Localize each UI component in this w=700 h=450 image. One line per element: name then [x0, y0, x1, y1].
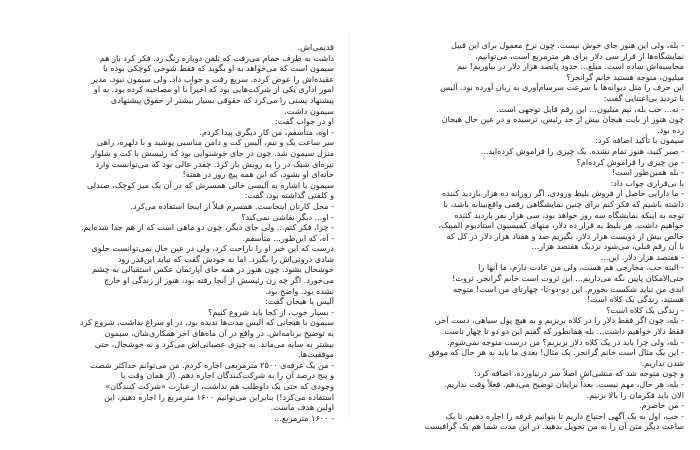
text-line: و چون متوجه شد که منشی‌اش اصلاً سر درنیاورده، اضافه کرد:	[474, 368, 684, 379]
text-line: و پنج درصد آن را به شرکت‌کنندگان اجاره دهم. (از همان وقت با	[120, 370, 334, 381]
text-line: داشت به طرف حمام می‌رفت که تلفن دوباره زنگ زد. فکر کرد باز هم	[99, 52, 334, 63]
text-line: خانه‌ای او بشود، که این همه پیچ روز در هفته!	[182, 169, 334, 180]
text-line: محاسبه‌اش ساده است. مبلغ... حدود پانصد هزار دلار در بیاوریم! نیم	[456, 61, 684, 72]
text-line: زده بود.	[657, 124, 684, 135]
text-line: - صبر کنید، هنوز تمام نشده. یک چیزی را فراموش کرده‌اید...	[480, 145, 684, 156]
text-line: - زندگی یک کلاه است؟	[606, 304, 684, 315]
text-line: خالص بیش از دویست هزار دلار. بگیریم صد و هفتاد هزار دلار در کل که	[446, 230, 684, 241]
text-line: شادی درونی‌اش را بگیرد. اما نه خودش گفت که نباید این‌قدر زود	[117, 253, 334, 264]
left-page	[16, 42, 334, 423]
text-line: قدیمی‌اش.	[297, 42, 334, 52]
text-line: - من چیزی را فراموش کرده‌ام؟	[576, 156, 684, 167]
text-line: - چرا، فکر کنم... ولی جای دیگر، چون دو ماهی است که از هم جدا شده‌ایم.	[80, 222, 334, 233]
text-line: - آه، که این‌طور... متأسفم.	[242, 232, 334, 243]
text-line: استفاده می‌کرد!) بنابراین می‌توانیم ۱۶۰۰ مترمربع را اجاره دهیم، این	[104, 391, 334, 402]
text-line: پیشنهاد پستی را می‌کرد که حقوقی بسیار بیشتر از حقوق پیشنهادی	[110, 94, 334, 105]
text-line: میلیون، متوجه هستید خانم گرانجر؟	[566, 71, 684, 82]
text-line: - اوه، متأسفم، من کار دیگری پیدا کردم.	[199, 126, 334, 137]
text-line: بیشتر به سایه می‌ماند. به چیزی عصبانی‌اش می‌کرد و نه خوشحال، حتی	[94, 338, 334, 349]
text-line: سیمون داشت.	[284, 105, 334, 116]
text-line: توجه به اینکه نمایشگاه سه روز خواهد بود، سی هزار نفر بازدید کننده	[454, 209, 684, 220]
text-line: سر ساعت یک و نیم، آلیس کت و دامن مناسبی پوشید و با دلهره، راهی	[97, 137, 334, 148]
text-line: - هفتصد هزار دلار. این...	[600, 251, 684, 262]
text-line: داشته باشیم که فکر کنم برای چنین نمایشگاهی رقمی واقع‌بینانه باشد، با	[443, 198, 684, 209]
text-line: - من یک غرفه‌ی ۲۵۰۰ مترمربعی اجاره کردم. من می‌توانم حداکثر شصت	[89, 359, 334, 370]
text-line: هستید، زندگی یک کلاه است!	[586, 294, 684, 305]
text-line: - نه... حب بله، نیم میلیون... این رقم قابل توجهی است.	[496, 103, 684, 114]
text-line: ابدی من نباید شکست بخورم. این دو-دو-تا- چهارتای من است! متوجه	[453, 283, 684, 294]
text-line: ساعت دیگر متن آن را به من تحویل بدهید. در این مدت شما هم یک گرافیست	[424, 421, 684, 432]
text-line: سیمون است که می‌خواهد به او بگوید که فقط شوخی کوچکی بوده یا	[102, 63, 334, 74]
page-gutter	[349, 30, 350, 420]
text-line: امور اداری یکی از شرکت‌هایی بود که اخیراً با او مصاحبه کرده بود. به او	[93, 84, 334, 95]
text-line: الان باید فکرمان را بالا بزنیم.	[586, 389, 684, 400]
text-line: - ۱۶۰۰ مترمربع...	[274, 412, 334, 423]
text-line: خواهیم داشت. هر بلیط به قرار ده دلار، منهای کمیسیون استادیوم المپیک،	[438, 220, 684, 231]
text-line: تیره‌ای شیک در را به رویش باز کرد. چقدر عالی بود که می‌توانست وارد	[95, 158, 334, 169]
text-line: خوشحال بشود. چون هنوز در همه جای آپارتمان عکس استقبالی به چشم	[92, 264, 334, 275]
text-line: اولین هدف ماست.	[270, 402, 334, 413]
text-line: حتی‌الامکان پایین نگه می‌داریم... این ثروت است خانم گرانجر. ثروت!	[452, 273, 684, 284]
text-line: سیمون با تأکید اضافه کرد:	[595, 135, 684, 146]
text-line: او در جواب گفت:	[274, 116, 334, 127]
text-line: فقط دلار خواهیم داشت... بله همانطور که گفتم این دو دو تا چهار تاست.	[441, 326, 684, 337]
text-line: این حرف را مثل دیوانه‌ها با سرعت سرسام‌آوری به زبان آورده بود. آلیس	[440, 82, 684, 93]
text-line: وجودی که حتی یک داوطلب هم نداشت، از عبارت «شرکت کنندگان»	[105, 381, 334, 391]
text-line: با آن رقم قبلی، می‌شود نزدیک هفتصد هزار...	[531, 241, 684, 252]
text-line: - البته حب، مخارجی هم هست، ولی من عادت دارم، ما آنها را	[478, 262, 684, 273]
text-line: می‌خورد. اگر چه زن رئیسش از آنجا رفته بود، هنوز از زندگی او خارج	[104, 275, 334, 286]
text-line: با تردید بی‌اعتنایی گفت:	[603, 92, 684, 103]
text-line: - بسیار خوب، از کجا باید شروع کنیم؟	[208, 306, 334, 317]
text-line: چون هنوز از بابت هیجان بیش از حد رئیس، ترسیده و در عین حال هیجان‌	[441, 114, 684, 125]
text-line: و کلفتی گذاشته بود، گفت:	[244, 190, 334, 201]
text-line: - این یک مثال است خانم گرانجر. یک مثال! بعدی ما باید به هر حال که موفق	[428, 347, 684, 358]
text-line: - ما دارایی حاصل از فروش بلیط ورودی. اگر روزانه ده هزار بازدید کننده	[441, 188, 684, 199]
text-line: - او... دیگر نقاشی نمی‌کند؟	[241, 211, 334, 222]
text-line: - بله، ولی چرا باید در یک کلاه دلار بریزیم؟ من درست متوجه نمی‌شوم.	[446, 336, 684, 347]
text-line: شدن نداریم.	[641, 357, 684, 368]
text-line: به توضیح برنامه‌اش. در واقع در آن ماه‌های اخر همکاری‌شان، سیمون	[104, 328, 334, 339]
text-line: نشده بود. واضح بود.	[264, 285, 334, 296]
text-line: - من حاضرم.	[639, 400, 684, 411]
text-line: - بله، هر حال، مهم نیست. بعداً برایتان توضیح می‌دهم. فعلاً وقت نداریم.	[443, 379, 684, 389]
text-line: - محل کارتان اینجاست. همسرم قبلاً از اینجا استفاده می‌کرد.	[130, 200, 334, 211]
text-line: منزل سیمون شد. چون در جای خوشنوایی بود که رئیسش با کت و شلوار	[90, 147, 334, 158]
text-line: - خب، اول به یک آگهی احتیاج داریم تا بتوانیم غرفه را اجاره دهیم. تا یک	[445, 410, 684, 421]
text-line: موفقیت‌ها.	[297, 349, 334, 360]
text-line: نمایشگاه‌ها از قرار سی دلار برای هر مترمربع است، می‌توانیم،	[475, 50, 684, 61]
text-line: - بله، چون اگر فقط دلار را در کلاه بریزیم و به هیچ پول سیاهی، دست آخر،	[434, 315, 684, 326]
text-line: درست که این خبر او را ناراحت کرد، ولی در عین حال نمی‌توانست جلوی	[91, 243, 334, 254]
text-line: عقیده‌اش را عوض کرده. سریع رفت و جواب داد. ولی سیمون نبود. مدیر	[91, 73, 334, 84]
text-line: سیمون با اشاره به آلیسی خالی همسرش که در آن یک میز کوچک، صندلی	[86, 179, 334, 190]
text-line: با بی‌قراری جواب داد:	[610, 177, 684, 188]
text-line: - بله همین‌طور است!	[611, 167, 684, 178]
right-page	[366, 40, 684, 445]
text-line: آلیس با هیجان گفت:	[265, 296, 334, 307]
text-line: سیمون با هیجانی که آلیس مدت‌ها ندیده بود، در او سراغ نداشت، شروع کرد	[79, 317, 334, 328]
text-line: - بله، ولی این هنوز جای خوش نیست. چون نرخ معمول برای این قبیل	[450, 40, 684, 50]
